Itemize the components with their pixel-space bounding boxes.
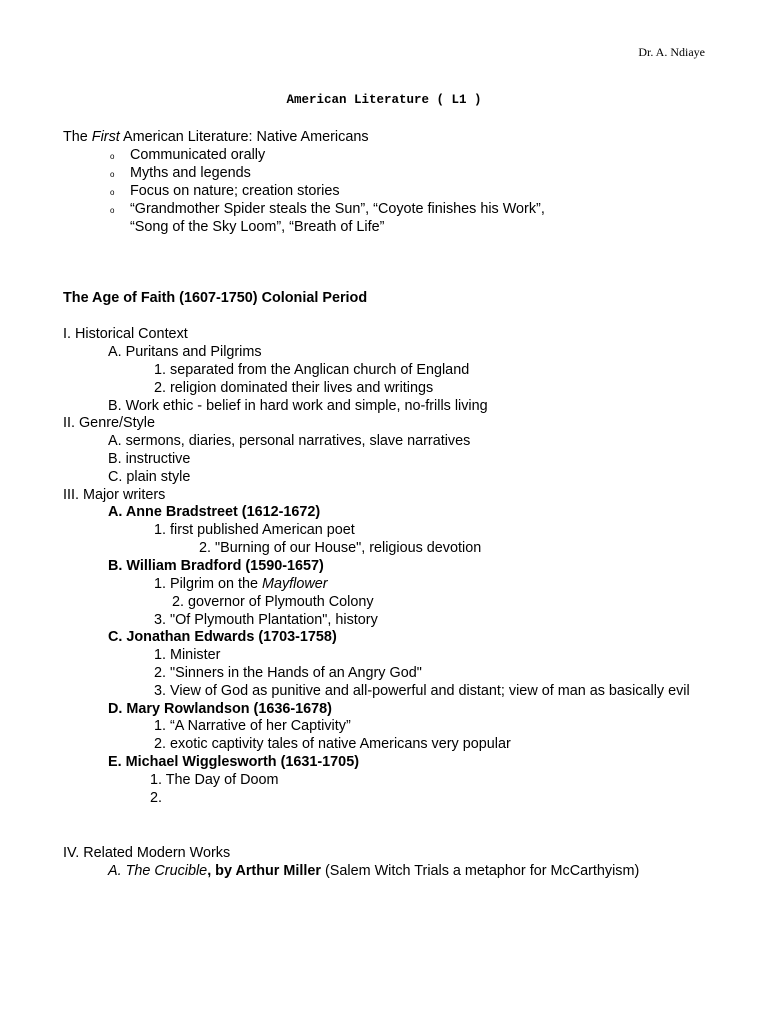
outline-item: 2. "Burning of our House", religious devotion <box>199 540 482 556</box>
outline-item: C. plain style <box>108 469 191 485</box>
native-bullet-continued: “Song of the Sky Loom”, “Breath of Life” <box>130 219 385 235</box>
outline-item: 2. religion dominated their lives and writings <box>154 380 434 396</box>
outline-item: A. sermons, diaries, personal narratives, slave narratives <box>108 433 471 449</box>
outline-item: A. Puritans and Pilgrims <box>108 344 262 360</box>
outline-item: 2. exotic captivity tales of native Americans very popular <box>154 736 511 752</box>
outline-item: A. The Crucible, by Arthur Miller (Salem Witch Trials a metaphor for McCarthyism) <box>108 863 640 879</box>
native-bullet: Myths and legends <box>130 165 251 181</box>
outline-item: 2. "Sinners in the Hands of an Angry God" <box>154 665 422 681</box>
bullet-icon: o <box>110 206 115 215</box>
outline-item: 2. governor of Plymouth Colony <box>172 594 374 610</box>
outline-item: 1. separated from the Anglican church of England <box>154 362 470 378</box>
outline-item: IV. Related Modern Works <box>63 845 231 861</box>
outline-item: 3. "Of Plymouth Plantation", history <box>154 612 378 628</box>
outline-item: III. Major writers <box>63 487 166 503</box>
writer-heading: E. Michael Wigglesworth (1631-1705) <box>108 754 359 770</box>
outline-item: B. Work ethic - belief in hard work and simple, no-frills living <box>108 398 488 414</box>
outline-item: 3. View of God as punitive and all-powerful and distant; view of man as basically evil <box>154 683 690 699</box>
native-bullet: Focus on nature; creation stories <box>130 183 340 199</box>
writer-heading: C. Jonathan Edwards (1703-1758) <box>108 629 337 645</box>
bullet-icon: o <box>110 170 115 179</box>
outline-item: 1. The Day of Doom <box>150 772 279 788</box>
writer-heading: A. Anne Bradstreet (1612-1672) <box>108 504 321 520</box>
outline-item: 1. Minister <box>154 647 221 663</box>
outline-item: 1. first published American poet <box>154 522 355 538</box>
writer-heading: D. Mary Rowlandson (1636-1678) <box>108 701 332 717</box>
native-heading: The First American Literature: Native Americans <box>63 129 369 145</box>
section-heading: The Age of Faith (1607-1750) Colonial Period <box>63 290 368 306</box>
native-bullet: “Grandmother Spider steals the Sun”, “Coyote finishes his Work”, <box>130 201 545 217</box>
native-bullet: Communicated orally <box>130 147 266 163</box>
outline-item: B. instructive <box>108 451 191 467</box>
writer-heading: B. William Bradford (1590-1657) <box>108 558 324 574</box>
bullet-icon: o <box>110 152 115 161</box>
outline-item: 1. “A Narrative of her Captivity” <box>154 718 351 734</box>
document-title: American Literature ( L1 ) <box>286 93 482 107</box>
author-name: Dr. A. Ndiaye <box>638 45 705 59</box>
bullet-icon: o <box>110 188 115 197</box>
outline-item: II. Genre/Style <box>63 415 155 431</box>
outline-item: 1. Pilgrim on the Mayflower <box>154 576 328 592</box>
outline-item: I. Historical Context <box>63 326 188 342</box>
outline-item: 2. <box>150 790 163 806</box>
